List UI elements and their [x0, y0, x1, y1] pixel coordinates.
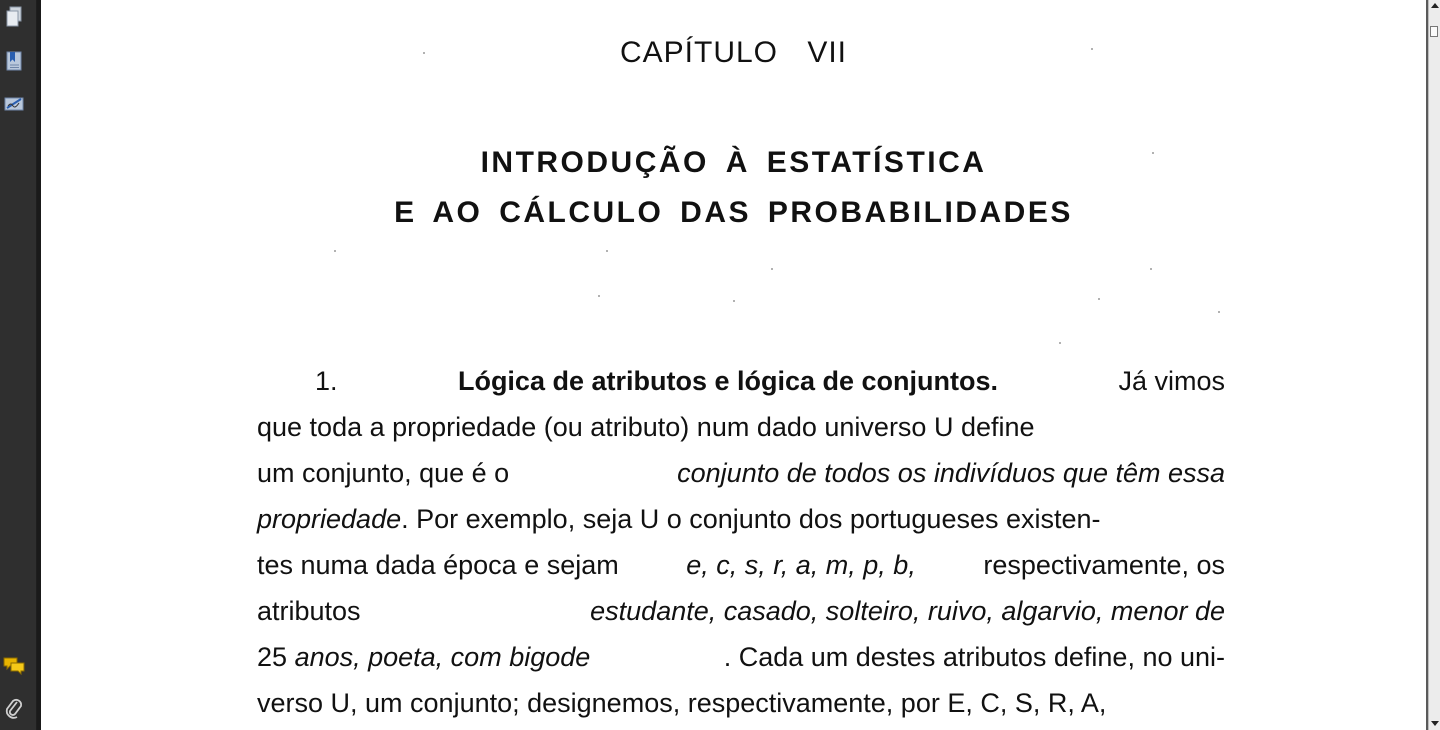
emphasis-run: estudante, casado, solteiro, ruivo, algarvio, menor de [590, 596, 1225, 626]
scroll-down-arrow-icon[interactable] [1431, 721, 1439, 726]
emphasis-run: conjunto de todos os indivíduos que têm essa [677, 458, 1225, 488]
navigation-rail [0, 0, 37, 730]
attachments-panel-button[interactable] [2, 696, 26, 722]
line-segment [257, 640, 590, 674]
section-heading: Lógica de atributos e lógica de conjuntos. [457, 366, 999, 396]
bookmarks-panel-button[interactable] [2, 48, 26, 74]
section-number: 1. [315, 366, 338, 396]
paperclip-icon [4, 697, 24, 721]
comments-icon [2, 655, 26, 675]
paragraph-line [315, 364, 1225, 398]
vertical-scrollbar[interactable] [1428, 0, 1440, 730]
text-run: Já vimos [1118, 366, 1225, 396]
scan-speck [1059, 342, 1061, 344]
paragraph-line [257, 686, 1225, 720]
paragraph-line [257, 640, 1225, 674]
paragraph-line [257, 594, 1225, 628]
scan-speck [1150, 268, 1152, 270]
emphasis-run: anos, poeta, com bigode [294, 642, 591, 672]
scan-speck [423, 52, 425, 54]
scan-speck [606, 250, 608, 252]
emphasis-run: e, c, s, r, a, m, p, b, [686, 550, 916, 580]
scan-speck [771, 268, 773, 270]
text-run: 25 [257, 642, 288, 672]
scan-speck [1091, 48, 1093, 50]
scan-speck [733, 300, 735, 302]
text-run: verso U, um conjunto; designemos, respectivamente, por E, C, S, R, A, [257, 688, 1107, 718]
paragraph-line [257, 548, 1225, 582]
text-run: atributos [257, 596, 361, 626]
scan-speck [1218, 311, 1220, 313]
scan-speck [1152, 152, 1154, 154]
scroll-up-arrow-icon[interactable] [1431, 3, 1439, 8]
comments-panel-button[interactable] [2, 652, 26, 678]
paragraph-line [257, 410, 1225, 444]
title-line-2: E AO CÁLCULO DAS PROBABILIDADES [394, 196, 1073, 229]
signatures-panel-button[interactable] [2, 91, 26, 117]
document-page [41, 0, 1426, 730]
scan-speck [598, 295, 600, 297]
pages-icon [5, 6, 23, 28]
text-run: . Por exemplo, seja U o conjunto dos portugueses existen- [401, 504, 1101, 534]
scan-speck [334, 250, 336, 252]
text-run: que toda a propriedade (ou atributo) num dado universo U define [257, 412, 1035, 442]
emphasis-run: propriedade [257, 504, 402, 534]
bookmarks-icon [4, 50, 24, 72]
chapter-heading: CAPÍTULO VII [619, 36, 848, 69]
text-run: tes numa dada época e sejam [257, 550, 619, 580]
scroll-thumb[interactable] [1430, 26, 1438, 37]
title-line-1: INTRODUÇÃO À ESTATÍSTICA [480, 146, 987, 179]
line-segment [257, 502, 1101, 536]
signature-icon [3, 93, 25, 115]
scan-speck [1098, 298, 1100, 300]
paragraph-line [257, 502, 1225, 536]
text-run: um conjunto, que é o [257, 458, 510, 488]
text-run: respectivamente, os [983, 550, 1225, 580]
paragraph-line [257, 456, 1225, 490]
pages-panel-button[interactable] [2, 4, 26, 30]
text-run: . Cada um destes atributos define, no uni- [723, 642, 1225, 672]
